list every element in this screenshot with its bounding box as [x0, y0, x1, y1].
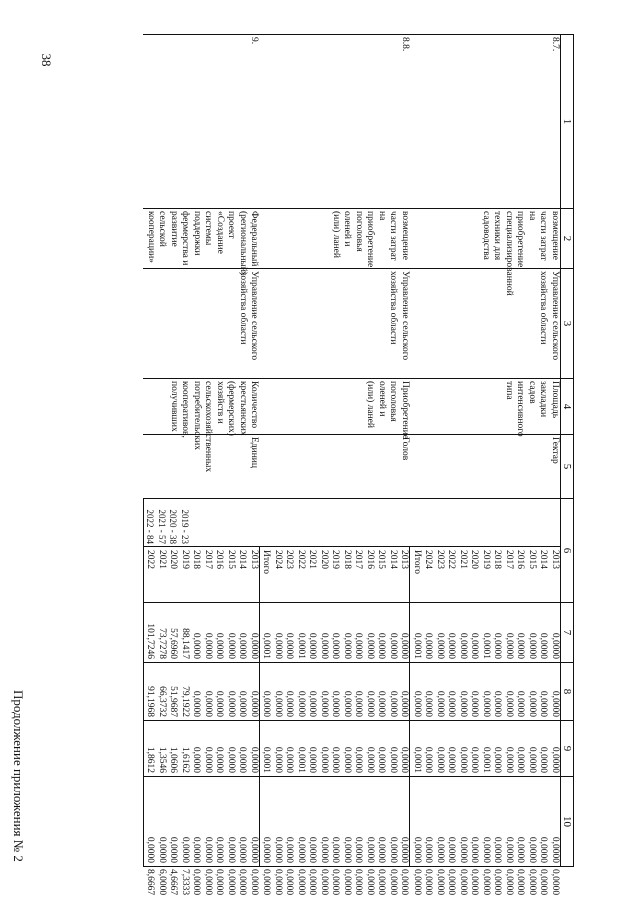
year-cell: 2020 — [468, 547, 480, 603]
column-5-cell — [260, 499, 411, 547]
table-row: 2024 0,0000 0,0000 0,0000 0,0000 0,0000 — [272, 35, 284, 867]
indicator-name-text: Площадь закладки садов интенсивного типа — [504, 381, 560, 437]
indicators-table — [143, 34, 574, 896]
table-row: 2022 0,0001 0,0000 0,0001 0,0000 0,0000 — [295, 35, 307, 867]
column-header: 8 — [561, 663, 574, 721]
value-cell-8: 0,0001 — [295, 721, 307, 777]
value-cell-9: 0,0000 — [364, 777, 376, 867]
year-cell: 2016 — [514, 547, 526, 603]
value-cell-9: 0,0000 — [179, 777, 191, 867]
executor-text: Управление сельского хозяйства области — [238, 271, 260, 361]
table-row: 2022 - 84 2022 101,7246 91,1968 1,8612 0,0000 8,6667 — [144, 35, 156, 867]
value-cell-8: 0,0000 — [526, 721, 538, 777]
column-5-cell: 2019 - 23 — [179, 499, 191, 547]
indicator-name-text: Приобретение поголовья оленей и (или) ланей — [365, 381, 410, 439]
value-cell-6: 0,0000 — [398, 603, 410, 663]
value-cell-8: 1,3546 — [156, 721, 168, 777]
value-cell-7: 0,0000 — [341, 663, 353, 721]
value-cell-6: 0,0000 — [549, 603, 561, 663]
value-cell-9: 0,0000 — [457, 777, 469, 867]
value-cell-8: 0,0000 — [248, 721, 260, 777]
year-cell: 2017 — [503, 547, 515, 603]
appendix-label: Продолжение приложения № 2 — [11, 690, 26, 862]
column-5-cell: 2020 - 38 — [167, 499, 179, 547]
column-5-cell: 2021 - 57 — [156, 499, 168, 547]
year-cell: 2013 — [248, 547, 260, 603]
value-cell-7: 0,0000 — [457, 663, 469, 721]
executor-text: Управление сельского хозяйства области — [388, 271, 410, 361]
value-cell-6: 0,0000 — [445, 603, 457, 663]
value-cell-9: 0,0000 — [503, 777, 515, 867]
section-number-text: 8.8. — [400, 37, 410, 52]
value-cell-7: 0,0000 — [503, 663, 515, 721]
column-header: 3 — [561, 269, 574, 379]
value-cell-9: 0,0000 — [491, 777, 503, 867]
column-5-cell — [213, 499, 225, 547]
value-cell-8: 0,0001 — [480, 721, 492, 777]
year-cell: Итого — [410, 547, 422, 603]
indicator-name — [410, 379, 561, 435]
value-cell-6: 0,0001 — [295, 603, 307, 663]
value-cell-6: 0,0000 — [341, 603, 353, 663]
unit — [260, 435, 411, 499]
table-row: 2015 0,0000 0,0000 0,0000 0,0000 0,0000 — [526, 35, 538, 867]
value-cell-7: 0,0000 — [549, 663, 561, 721]
section-number — [410, 35, 561, 209]
value-cell-9: 0,0000 — [410, 777, 422, 867]
table-row: 2017 0,0000 0,0000 0,0000 0,0000 0,0000 — [352, 35, 364, 867]
value-cell-9: 0,0000 — [445, 777, 457, 867]
table-row: 2017 0,0000 0,0000 0,0000 0,0000 0,0000 — [202, 35, 214, 867]
value-cell-9: 0,0000 — [526, 777, 538, 867]
value-cell-9: 0,0000 — [225, 777, 237, 867]
value-cell-6: 0,0000 — [434, 603, 446, 663]
value-cell-6: 88,1417 — [179, 603, 191, 663]
table-row: 2018 0,0000 0,0000 0,0000 0,0000 0,0000 — [491, 35, 503, 867]
value-cell-7: 0,0000 — [445, 663, 457, 721]
value-cell-7: 0,0000 — [352, 663, 364, 721]
value-cell-7: 0,0000 — [202, 663, 214, 721]
page-number: 38 — [39, 53, 54, 67]
value-cell-7: 0,0000 — [272, 663, 284, 721]
table-body — [144, 35, 561, 896]
value-cell-9: 0,0000 — [329, 777, 341, 867]
year-cell: 2022 — [445, 547, 457, 603]
column-header: 9 — [561, 721, 574, 777]
table-row: 2021 0,0000 0,0000 0,0000 0,0000 0,0000 — [457, 35, 469, 867]
value-cell-7: 0,0000 — [514, 663, 526, 721]
value-cell-6: 0,0000 — [352, 603, 364, 663]
value-cell-8: 0,0000 — [213, 721, 225, 777]
table-row: 8.7. возмещение части затрат на приобретение специализированной техники для садоводства Управление сельского хозяйства области Площадь закладки садов интенсивного типа Гектар 2013 0,0000 0,0000 0,0000 0,0000 0,0000 — [549, 35, 561, 867]
value-cell-8: 0,0000 — [225, 721, 237, 777]
value-cell-6: 0,0001 — [260, 603, 272, 663]
value-cell-9: 0,0000 — [318, 777, 330, 867]
executor-text: Управление сельского хозяйства области — [538, 271, 560, 361]
year-cell: 2021 — [457, 547, 469, 603]
value-cell-7: 0,0000 — [387, 663, 399, 721]
value-cell-6: 0,0000 — [537, 603, 549, 663]
unit — [410, 435, 561, 499]
value-cell-8: 0,0000 — [364, 721, 376, 777]
year-cell: 2018 — [341, 547, 353, 603]
year-cell: 2013 — [549, 547, 561, 603]
section-number — [260, 35, 411, 209]
value-cell-7: 0,0000 — [468, 663, 480, 721]
value-cell-8: 0,0000 — [387, 721, 399, 777]
year-cell: 2018 — [491, 547, 503, 603]
value-cell-6: 0,0000 — [329, 603, 341, 663]
table-row: 2018 0,0000 0,0000 0,0000 0,0000 0,0000 — [190, 35, 202, 867]
executor — [410, 269, 561, 379]
section-number-text: 9. — [249, 37, 260, 45]
value-cell-6: 0,0001 — [480, 603, 492, 663]
column-5-cell: 2022 - 84 — [144, 499, 156, 547]
table-row: Итого 0,0001 0,0000 0,0001 0,0000 0,0000 — [410, 35, 422, 867]
value-cell-7: 0,0000 — [318, 663, 330, 721]
value-cell-7: 79,1922 — [179, 663, 191, 721]
year-cell: 2014 — [236, 547, 248, 603]
value-cell-7: 0,0000 — [225, 663, 237, 721]
column-header: 7 — [561, 603, 574, 663]
column-header: 2 — [561, 209, 574, 269]
measure-name — [410, 209, 561, 296]
value-cell-7: 0,0000 — [329, 663, 341, 721]
table-row: 2019 0,0000 0,0000 0,0000 0,0000 0,0000 — [329, 35, 341, 867]
value-cell-8: 0,0000 — [329, 721, 341, 777]
value-cell-7: 0,0000 — [491, 663, 503, 721]
value-cell-8: 0,0000 — [341, 721, 353, 777]
value-cell-7: 0,0000 — [364, 663, 376, 721]
value-cell-9: 0,0000 — [144, 777, 156, 867]
value-cell-8: 0,0000 — [236, 721, 248, 777]
table-row: 8.8. возмещение части затрат на приобретение поголовья оленей и (или) ланей Управление сельского хозяйства области Приобретение поголовья оленей и (или) ланей Голов 2013 0,0000 0,0000 0,0000 0,0000 0,0000 — [398, 35, 410, 867]
year-cell: 2020 — [167, 547, 179, 603]
value-cell-9: 0,0000 — [202, 777, 214, 867]
value-cell-7: 91,1968 — [144, 663, 156, 721]
value-cell-8: 0,0001 — [260, 721, 272, 777]
value-cell-7: 0,0000 — [434, 663, 446, 721]
year-cell: 2015 — [526, 547, 538, 603]
value-cell-7: 51,9687 — [167, 663, 179, 721]
measure-name-text: возмещение части затрат на приобретение поголовья оленей и (или) ланей — [331, 211, 410, 268]
value-cell-7: 0,0000 — [248, 663, 260, 721]
column-5-cell — [248, 499, 260, 547]
year-cell: 2021 — [306, 547, 318, 603]
year-cell: 2016 — [364, 547, 376, 603]
value-cell-6: 0,0000 — [422, 603, 434, 663]
value-cell-8: 0,0000 — [445, 721, 457, 777]
value-cell-8: 0,0000 — [434, 721, 446, 777]
year-cell: 2022 — [295, 547, 307, 603]
value-cell-8: 0,0000 — [375, 721, 387, 777]
value-cell-6: 0,0000 — [457, 603, 469, 663]
value-cell-9: 0,0000 — [480, 777, 492, 867]
value-cell-9: 0,0000 — [422, 777, 434, 867]
value-cell-9: 0,0000 — [248, 777, 260, 867]
value-cell-6: 0,0000 — [514, 603, 526, 663]
value-cell-9: 0,0000 — [306, 777, 318, 867]
value-cell-9: 0,0000 — [434, 777, 446, 867]
value-cell-7: 0,0000 — [190, 663, 202, 721]
value-cell-8: 0,0000 — [306, 721, 318, 777]
value-cell-7: 0,0000 — [375, 663, 387, 721]
value-cell-6: 0,0000 — [318, 603, 330, 663]
value-cell-8: 0,0000 — [468, 721, 480, 777]
value-cell-8: 0,0000 — [398, 721, 410, 777]
table-row: 2016 0,0000 0,0000 0,0000 0,0000 0,0000 — [514, 35, 526, 867]
value-cell-8: 0,0000 — [318, 721, 330, 777]
value-cell-8: 0,0000 — [537, 721, 549, 777]
year-cell: 2019 — [329, 547, 341, 603]
value-cell-6: 73,7278 — [156, 603, 168, 663]
value-cell-9: 0,0000 — [260, 777, 272, 867]
year-cell: 2015 — [225, 547, 237, 603]
value-cell-7: 0,0000 — [236, 663, 248, 721]
year-cell: 2017 — [202, 547, 214, 603]
value-cell-9: 0,0000 — [213, 777, 225, 867]
value-cell-8: 0,0001 — [410, 721, 422, 777]
value-cell-8: 0,0000 — [272, 721, 284, 777]
executor — [144, 269, 260, 379]
column-5-cell — [236, 499, 248, 547]
value-cell-7: 66,3732 — [156, 663, 168, 721]
section-number-text: 8.7. — [550, 37, 560, 52]
value-cell-9: 0,0000 — [295, 777, 307, 867]
executor — [260, 269, 411, 379]
value-cell-8: 1,6162 — [179, 721, 191, 777]
table-row: 2021 0,0000 0,0000 0,0000 0,0000 0,0000 — [306, 35, 318, 867]
year-cell: 2021 — [156, 547, 168, 603]
year-cell: 2023 — [434, 547, 446, 603]
value-cell-8: 1,8612 — [144, 721, 156, 777]
year-cell: 2016 — [213, 547, 225, 603]
value-cell-8: 1,0606 — [167, 721, 179, 777]
value-cell-9: 0,0000 — [167, 777, 179, 867]
value-cell-6: 101,7246 — [144, 603, 156, 663]
table-row: 2020 - 38 2020 57,6960 51,9687 1,0606 0,0000 4,6667 — [167, 35, 179, 867]
value-cell-6: 0,0000 — [236, 603, 248, 663]
year-cell: 2022 — [144, 547, 156, 603]
table-row: 2014 0,0000 0,0000 0,0000 0,0000 0,0000 — [537, 35, 549, 867]
value-cell-6: 0,0000 — [491, 603, 503, 663]
value-cell-6: 0,0000 — [387, 603, 399, 663]
measure-name — [144, 209, 260, 276]
value-cell-9: 0,0000 — [537, 777, 549, 867]
table-row: 9. Федеральный (региональный) проект «Создание системы поддержки фермерства и развитие сельской кооперации» Управление сельского хозяйства области Количество крестьянских (фермерских) хозяйств и сельскохозяйственных потребительских кооперативов, получивших Единиц 2013 0,0000 0,0000 0,0000 0,0000 0,0000 — [248, 35, 260, 867]
value-cell-7: 0,0000 — [422, 663, 434, 721]
table-row: 2015 0,0000 0,0000 0,0000 0,0000 0,0000 — [225, 35, 237, 867]
value-cell-9: 0,0000 — [387, 777, 399, 867]
value-cell-8: 0,0000 — [457, 721, 469, 777]
value-cell-7: 0,0000 — [526, 663, 538, 721]
unit-text: Голов — [400, 437, 410, 461]
value-cell-6: 0,0000 — [375, 603, 387, 663]
table-row: 2016 0,0000 0,0000 0,0000 0,0000 0,0000 — [213, 35, 225, 867]
column-5-cell — [190, 499, 202, 547]
value-cell-6: 57,6960 — [167, 603, 179, 663]
table-row: 2020 0,0000 0,0000 0,0000 0,0000 0,0000 — [468, 35, 480, 867]
value-cell-6: 0,0000 — [248, 603, 260, 663]
value-cell-7: 0,0000 — [213, 663, 225, 721]
value-cell-9: 0,0000 — [514, 777, 526, 867]
value-cell-6: 0,0000 — [468, 603, 480, 663]
table-row: 2015 0,0000 0,0000 0,0000 0,0000 0,0000 — [375, 35, 387, 867]
value-cell-6: 0,0000 — [225, 603, 237, 663]
value-cell-9: 0,0000 — [283, 777, 295, 867]
measure-name — [260, 209, 411, 269]
value-cell-7: 0,0000 — [283, 663, 295, 721]
value-cell-8: 0,0000 — [202, 721, 214, 777]
value-cell-6: 0,0000 — [503, 603, 515, 663]
value-cell-6: 0,0001 — [410, 603, 422, 663]
year-cell: 2014 — [387, 547, 399, 603]
value-cell-7: 0,0000 — [480, 663, 492, 721]
value-cell-8: 0,0000 — [352, 721, 364, 777]
table-row: 2017 0,0000 0,0000 0,0000 0,0000 0,0000 — [503, 35, 515, 867]
value-cell-8: 0,0000 — [491, 721, 503, 777]
section-number — [144, 35, 260, 209]
value-cell-7: 0,0000 — [410, 663, 422, 721]
indicator-name — [260, 379, 411, 439]
year-cell: Итого — [260, 547, 272, 603]
year-cell: 2017 — [352, 547, 364, 603]
year-cell: 2019 — [480, 547, 492, 603]
unit-text: Единиц — [249, 437, 260, 468]
column-header: 10 — [561, 777, 574, 867]
year-cell: 2015 — [375, 547, 387, 603]
column-header: 6 — [561, 499, 574, 603]
value-cell-8: 0,0000 — [190, 721, 202, 777]
value-cell-8: 0,0000 — [503, 721, 515, 777]
column-5-cell — [225, 499, 237, 547]
column-header: 1 — [561, 35, 574, 209]
value-cell-7: 0,0000 — [260, 663, 272, 721]
value-cell-9: 0,0000 — [190, 777, 202, 867]
column-header: 5 — [561, 435, 574, 499]
value-cell-6: 0,0000 — [306, 603, 318, 663]
value-cell-6: 0,0000 — [283, 603, 295, 663]
table-row: 2014 0,0000 0,0000 0,0000 0,0000 0,0000 — [387, 35, 399, 867]
table-row: 2014 0,0000 0,0000 0,0000 0,0000 0,0000 — [236, 35, 248, 867]
column-header: 4 — [561, 379, 574, 435]
value-cell-6: 0,0000 — [272, 603, 284, 663]
column-number-row — [561, 35, 574, 867]
table-row: 2023 0,0000 0,0000 0,0000 0,0000 0,0000 — [434, 35, 446, 867]
value-cell-9: 0,0000 — [156, 777, 168, 867]
value-cell-8: 0,0000 — [549, 721, 561, 777]
year-cell: 2024 — [272, 547, 284, 603]
table-row: 2022 0,0000 0,0000 0,0000 0,0000 0,0000 — [445, 35, 457, 867]
column-5-cell — [410, 499, 561, 547]
year-cell: 2018 — [190, 547, 202, 603]
table-row: Итого 0,0001 0,0000 0,0001 0,0000 0,0000 — [260, 35, 272, 867]
year-cell: 2023 — [283, 547, 295, 603]
value-cell-7: 0,0000 — [295, 663, 307, 721]
unit-text: Гектар — [550, 437, 560, 464]
value-cell-7: 0,0000 — [306, 663, 318, 721]
year-cell: 2024 — [422, 547, 434, 603]
table-row: 2016 0,0000 0,0000 0,0000 0,0000 0,0000 — [364, 35, 376, 867]
value-cell-8: 0,0000 — [422, 721, 434, 777]
value-cell-7: 0,0000 — [398, 663, 410, 721]
table-row: 2021 - 57 2021 73,7278 66,3732 1,3546 0,0000 6,0000 — [156, 35, 168, 867]
year-cell: 2019 — [179, 547, 191, 603]
year-cell: 2020 — [318, 547, 330, 603]
table-row: 2020 0,0000 0,0000 0,0000 0,0000 0,0000 — [318, 35, 330, 867]
value-cell-9: 0,0000 — [468, 777, 480, 867]
value-cell-9: 0,0000 — [549, 777, 561, 867]
value-cell-6: 0,0000 — [213, 603, 225, 663]
value-cell-6: 0,0000 — [190, 603, 202, 663]
value-cell-7: 0,0000 — [537, 663, 549, 721]
value-cell-8: 0,0000 — [283, 721, 295, 777]
value-cell-9: 0,0000 — [375, 777, 387, 867]
table-row: 2018 0,0000 0,0000 0,0000 0,0000 0,0000 — [341, 35, 353, 867]
value-cell-6: 0,0000 — [526, 603, 538, 663]
value-cell-9: 0,0000 — [272, 777, 284, 867]
indicator-name-text: Количество крестьянских (фермерских) хозяйств и сельскохозяйственных потребительских кооперативов, получивших — [169, 381, 260, 473]
year-cell: 2014 — [537, 547, 549, 603]
table-row: 2023 0,0000 0,0000 0,0000 0,0000 0,0000 — [283, 35, 295, 867]
measure-name-text: Федеральный (региональный) проект «Создание системы поддержки фермерства и развитие сельской кооперации» — [146, 211, 260, 276]
table-row: 2019 0,0001 0,0000 0,0001 0,0000 0,0000 — [480, 35, 492, 867]
value-cell-6: 0,0000 — [364, 603, 376, 663]
measure-name-text: возмещение части затрат на приобретение специализированной техники для садоводства — [481, 211, 560, 296]
value-cell-6: 0,0000 — [202, 603, 214, 663]
column-5-cell — [202, 499, 214, 547]
year-cell: 2013 — [398, 547, 410, 603]
table-row: 2019 - 23 2019 88,1417 79,1922 1,6162 0,0000 7,3333 — [179, 35, 191, 867]
value-cell-9: 0,0000 — [236, 777, 248, 867]
table-row: 2024 0,0000 0,0000 0,0000 0,0000 0,0000 — [422, 35, 434, 867]
value-cell-8: 0,0000 — [514, 721, 526, 777]
value-cell-9: 0,0000 — [341, 777, 353, 867]
value-cell-9: 0,0000 — [398, 777, 410, 867]
value-cell-9: 0,0000 — [352, 777, 364, 867]
